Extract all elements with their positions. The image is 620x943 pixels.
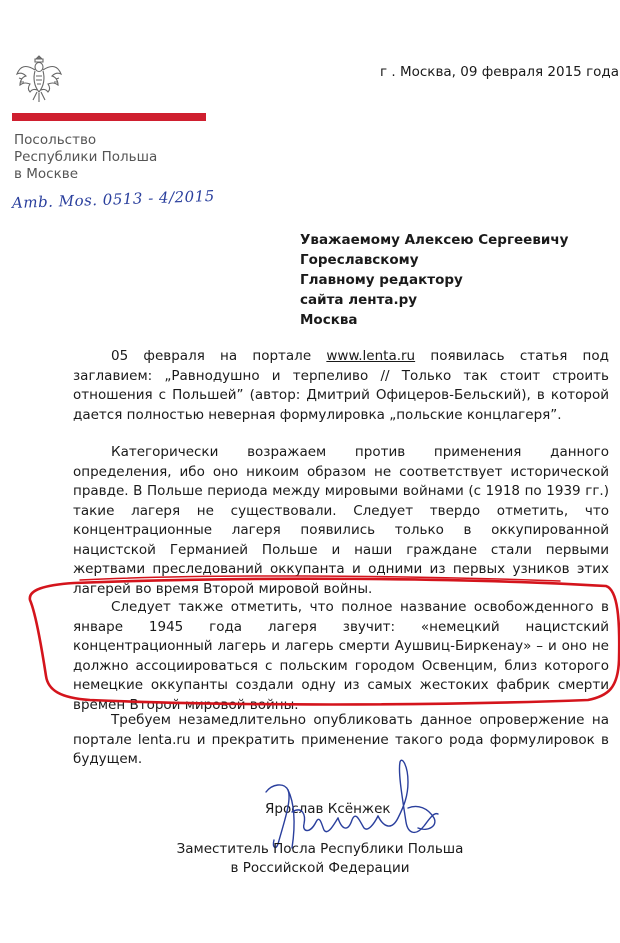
embassy-line: Посольство [14, 132, 97, 148]
position-line: в Российской Федерации [230, 860, 410, 876]
handwritten-reference-number: Amb. Mos. 0513 - 4/2015 [11, 186, 216, 212]
paragraph-1 [73, 347, 609, 425]
addressee-line: Москва [300, 312, 358, 328]
lenta-link[interactable]: www.lenta.ru [326, 348, 416, 364]
position-line: Заместитель Посла Республики Польша [176, 841, 464, 857]
addressee-line: сайта лента.ру [300, 292, 418, 308]
addressee-block [300, 230, 620, 330]
paragraph-1-text-start: 05 февраля на портале [111, 348, 327, 364]
embassy-name [14, 132, 157, 183]
place-and-date: г . Москва, 09 февраля 2015 года [380, 64, 620, 80]
embassy-line: Республики Польша [14, 149, 158, 165]
paragraph-1-text-end: появилась статья под заглавием: „Равнодушно и терпеливо // Только так стоит строить отношения с Польшей” (автор: Дмитрий Офицеров-Бельский), в которой дается полностью неверная формулировка „польские концлагеря”. [73, 348, 609, 423]
paragraph-3-highlighted: Следует также отметить, что полное название освобожденного в январе 1945 года лагеря звучит: «немецкий нацистский концентрационный лагерь и лагерь смерти Аушвиц-Биркенау» – и оно не должно ассоциироваться с польским городом Освенцим, близ которого немецкие оккупанты создали одну из самых жестоких фабрик смерти времен Второй мировой войны. [73, 599, 609, 713]
polish-eagle-icon [14, 50, 64, 106]
signatory-name: Ярослав Ксёнжек [265, 801, 391, 817]
addressee-line: Уважаемому Алексею Сергеевичу Гореславскому [300, 232, 569, 268]
flag-red-bar [12, 113, 206, 121]
addressee-line: Главному редактору [300, 272, 463, 288]
paragraph-4: Требуем незамедлительно опубликовать данное опровержение на портале lenta.ru и прекратить применение такого рода формулировок в будущем. [73, 712, 609, 767]
signatory-position [170, 840, 470, 878]
embassy-line: в Москве [14, 166, 78, 182]
paragraph-2: Категорически возражаем против применения данного определения, ибо оно никоим образом не соответствует исторической правде. В Польше периода между мировыми войнами (с 1918 по 1939 гг.) такие лагеря не существовали. Следует твердо отметить, что концентрационные лагеря появились только в оккупированной нацистской Германией Польше и наши граждане стали первыми жертвами преследований оккупанта и одними из первых узников этих лагерей во время Второй мировой войны. [73, 444, 609, 597]
